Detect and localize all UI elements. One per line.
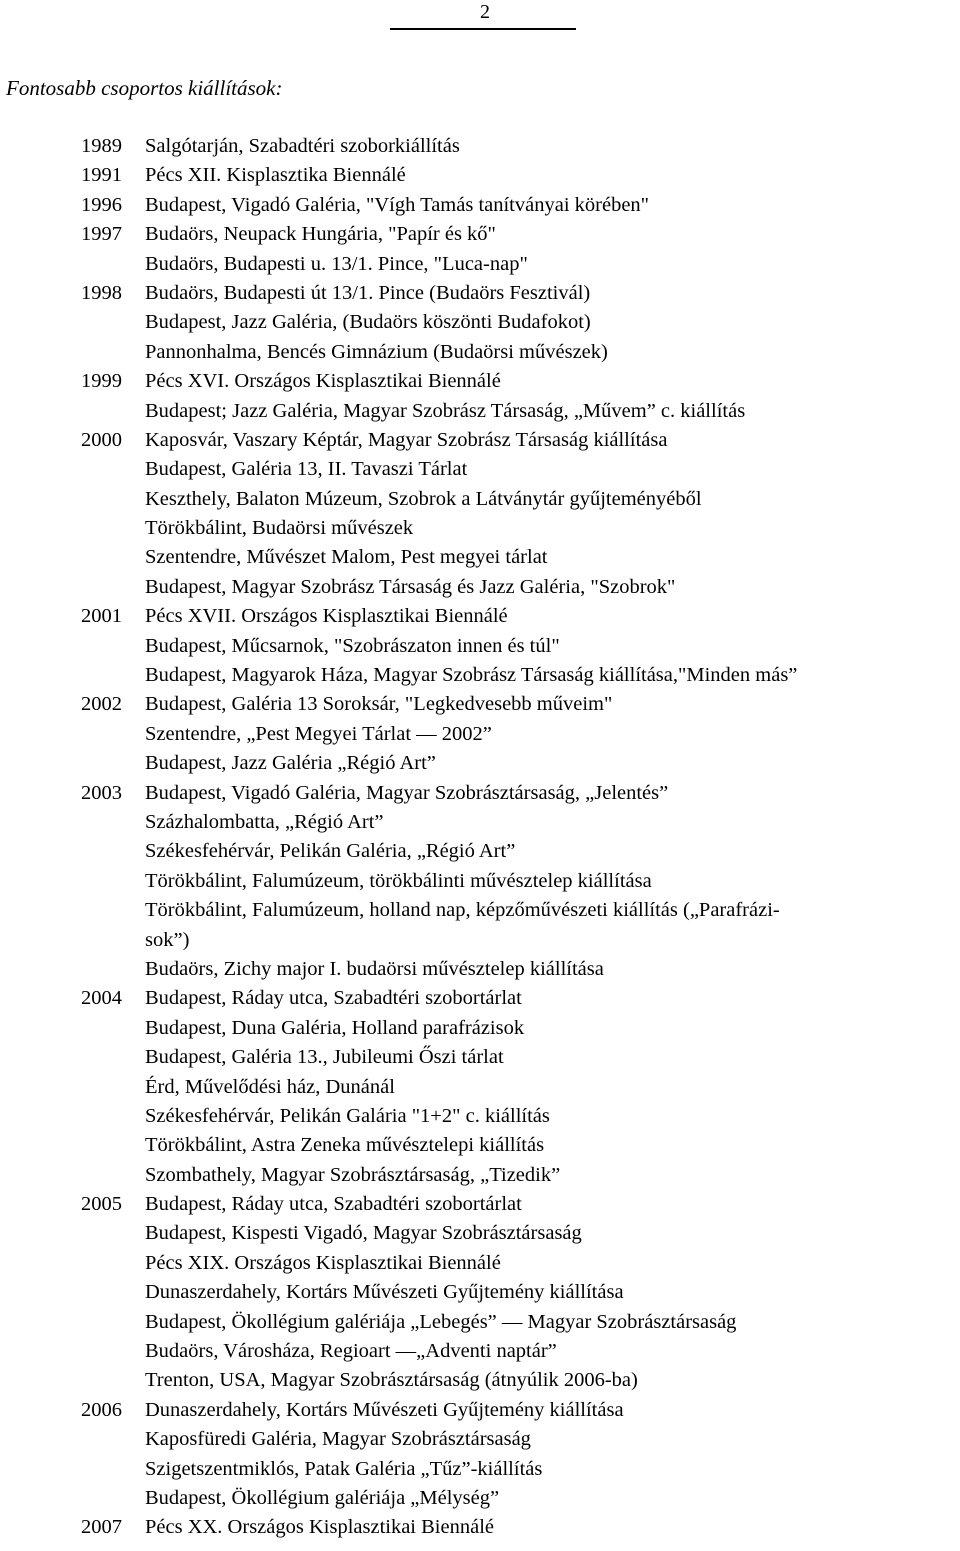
list-item	[0, 1308, 960, 1337]
list-item	[0, 984, 960, 1013]
list-item	[0, 896, 960, 925]
exhibition-text: Pannonhalma, Bencés Gimnázium (Budaörsi művészek)	[145, 340, 608, 363]
list-item	[0, 367, 960, 396]
exhibition-text: Székesfehérvár, Pelikán Galéria, „Régió Art”	[145, 840, 516, 863]
exhibition-text: Érd, Művelődési ház, Dunánál	[145, 1075, 395, 1098]
exhibition-year: 2002	[81, 693, 122, 716]
list-item	[0, 1161, 960, 1190]
list-item	[0, 690, 960, 719]
exhibition-text: Szombathely, Magyar Szobrásztársaság, „Tizedik”	[145, 1163, 561, 1186]
exhibition-text: Budapest, Galéria 13 Soroksár, "Legkedvesebb műveim"	[145, 693, 613, 716]
list-item	[0, 926, 960, 955]
exhibition-text: Budaörs, Neupack Hungária, "Papír és kő"	[145, 223, 496, 246]
list-item	[0, 749, 960, 778]
list-item	[0, 485, 960, 514]
list-item	[0, 1131, 960, 1160]
exhibition-text: sok”)	[145, 928, 190, 951]
list-item	[0, 132, 960, 161]
exhibition-text: Budapest; Jazz Galéria, Magyar Szobrász Társaság, „Művem” c. kiállítás	[145, 399, 746, 422]
exhibition-text: Budapest, Galéria 13, II. Tavaszi Tárlat	[145, 458, 468, 481]
exhibition-text: Törökbálint, Astra Zeneka művésztelepi kiállítás	[145, 1134, 545, 1157]
exhibition-text: Budaörs, Budapesti u. 13/1. Pince, "Luca-nap"	[145, 252, 528, 275]
list-item	[0, 308, 960, 337]
list-item	[0, 514, 960, 543]
list-item	[0, 602, 960, 631]
exhibition-year: 2000	[81, 428, 122, 451]
list-item	[0, 1043, 960, 1072]
list-item	[0, 543, 960, 572]
list-item	[0, 1278, 960, 1307]
list-item	[0, 632, 960, 661]
list-item	[0, 955, 960, 984]
list-item	[0, 191, 960, 220]
list-item	[0, 1102, 960, 1131]
exhibition-text: Kaposfüredi Galéria, Magyar Szobrásztársaság	[145, 1428, 531, 1451]
exhibition-text: Törökbálint, Falumúzeum, törökbálinti művésztelep kiállítása	[145, 869, 652, 892]
exhibition-text: Százhalombatta, „Régió Art”	[145, 810, 384, 833]
list-item	[0, 279, 960, 308]
list-item	[0, 867, 960, 896]
exhibition-year: 1991	[81, 164, 122, 187]
exhibition-year: 2003	[81, 781, 122, 804]
exhibition-year: 1996	[81, 193, 122, 216]
list-item	[0, 661, 960, 690]
list-item	[0, 1484, 960, 1513]
list-item	[0, 837, 960, 866]
exhibition-text: Salgótarján, Szabadtéri szoborkiállítás	[145, 135, 460, 157]
exhibition-text: Szigetszentmiklós, Patak Galéria „Tűz”-kiállítás	[145, 1457, 543, 1480]
exhibition-text: Budapest, Kispesti Vigadó, Magyar Szobrásztársaság	[145, 1222, 582, 1245]
exhibition-text: Budaörs, Budapesti út 13/1. Pince (Budaörs Fesztivál)	[145, 281, 591, 304]
exhibition-text: Budapest, Jazz Galéria, (Budaörs köszönti Budafokot)	[145, 311, 591, 334]
exhibition-text: Budapest, Ráday utca, Szabadtéri szobortárlat	[145, 987, 522, 1010]
exhibition-year: 2004	[81, 987, 122, 1010]
exhibition-text: Budapest, Duna Galéria, Holland parafrázisok	[145, 1016, 525, 1039]
exhibition-text: Szentendre, Művészet Malom, Pest megyei tárlat	[145, 546, 548, 569]
exhibition-year: 2005	[81, 1193, 122, 1216]
exhibition-text: Trenton, USA, Magyar Szobrásztársaság (átnyúlik 2006-ba)	[145, 1369, 638, 1392]
list-item	[0, 1513, 960, 1542]
list-item	[0, 1073, 960, 1102]
list-item	[0, 1190, 960, 1219]
list-item	[0, 779, 960, 808]
exhibition-text: Kaposvár, Vaszary Képtár, Magyar Szobrász Társaság kiállítása	[145, 428, 668, 451]
exhibition-text: Székesfehérvár, Pelikán Galária "1+2" c. kiállítás	[145, 1104, 550, 1127]
page-number: 2	[480, 1, 490, 23]
list-item	[0, 220, 960, 249]
exhibition-text: Pécs XIX. Országos Kisplasztikai Biennálé	[145, 1251, 501, 1274]
exhibition-list	[0, 132, 960, 1543]
list-item	[0, 573, 960, 602]
section-heading: Fontosabb csoportos kiállítások:	[6, 76, 283, 100]
list-item	[0, 455, 960, 484]
exhibition-text: Szentendre, „Pest Megyei Tárlat — 2002”	[145, 722, 492, 745]
list-item	[0, 250, 960, 279]
exhibition-text: Budapest, Műcsarnok, "Szobrászaton innen és túl"	[145, 634, 560, 657]
list-item	[0, 1455, 960, 1484]
exhibition-text: Budapest, Ráday utca, Szabadtéri szobortárlat	[145, 1193, 522, 1216]
exhibition-text: Budapest, Ökollégium galériája „Lebegés” — Magyar Szobrásztársaság	[145, 1310, 737, 1333]
exhibition-text: Pécs XVII. Országos Kisplasztikai Biennálé	[145, 605, 508, 628]
exhibition-text: Budapest, Jazz Galéria „Régió Art”	[145, 752, 436, 775]
exhibition-year: 1998	[81, 281, 122, 304]
list-item	[0, 720, 960, 749]
exhibition-year: 1989	[81, 135, 122, 157]
list-item	[0, 161, 960, 190]
header-rule	[390, 28, 576, 30]
list-item	[0, 1396, 960, 1425]
list-item	[0, 338, 960, 367]
exhibition-text: Dunaszerdahely, Kortárs Művészeti Gyűjtemény kiállítása	[145, 1398, 624, 1421]
exhibition-text: Budapest, Ökollégium galériája „Mélység”	[145, 1486, 500, 1509]
list-item	[0, 1425, 960, 1454]
exhibition-text: Budapest, Vigadó Galéria, Magyar Szobrásztársaság, „Jelentés”	[145, 781, 669, 804]
exhibition-text: Budapest, Vigadó Galéria, "Vígh Tamás tanítványai körében"	[145, 193, 650, 216]
list-item	[0, 808, 960, 837]
list-item	[0, 397, 960, 426]
exhibition-year: 2007	[81, 1516, 122, 1539]
exhibition-text: Keszthely, Balaton Múzeum, Szobrok a Látványtár gyűjteményéből	[145, 487, 702, 510]
exhibition-year: 2001	[81, 605, 122, 628]
exhibition-text: Budapest, Magyar Szobrász Társaság és Jazz Galéria, "Szobrok"	[145, 575, 676, 598]
exhibition-text: Budapest, Magyarok Háza, Magyar Szobrász Társaság kiállítása,"Minden más”	[145, 664, 798, 687]
exhibition-text: Budapest, Galéria 13., Jubileumi Őszi tárlat	[145, 1046, 504, 1069]
list-item	[0, 1014, 960, 1043]
list-item	[0, 1249, 960, 1278]
exhibition-text: Pécs XVI. Országos Kisplasztikai Biennálé	[145, 370, 501, 393]
exhibition-text: Budaörs, Városháza, Regioart —„Adventi naptár”	[145, 1340, 557, 1363]
list-item	[0, 1219, 960, 1248]
exhibition-year: 1999	[81, 370, 122, 393]
list-item	[0, 1337, 960, 1366]
exhibition-text: Törökbálint, Budaörsi művészek	[145, 517, 414, 540]
exhibition-year: 1997	[81, 223, 122, 246]
exhibition-text: Pécs XX. Országos Kisplasztikai Biennálé	[145, 1516, 494, 1539]
exhibition-text: Budaörs, Zichy major I. budaörsi művésztelep kiállítása	[145, 957, 604, 980]
list-item	[0, 426, 960, 455]
exhibition-text: Törökbálint, Falumúzeum, holland nap, képzőművészeti kiállítás („Parafrázi-	[145, 899, 780, 922]
exhibition-text: Dunaszerdahely, Kortárs Művészeti Gyűjtemény kiállítása	[145, 1281, 624, 1304]
list-item	[0, 1366, 960, 1395]
exhibition-text: Pécs XII. Kisplasztika Biennálé	[145, 164, 406, 187]
exhibition-year: 2006	[81, 1398, 122, 1421]
